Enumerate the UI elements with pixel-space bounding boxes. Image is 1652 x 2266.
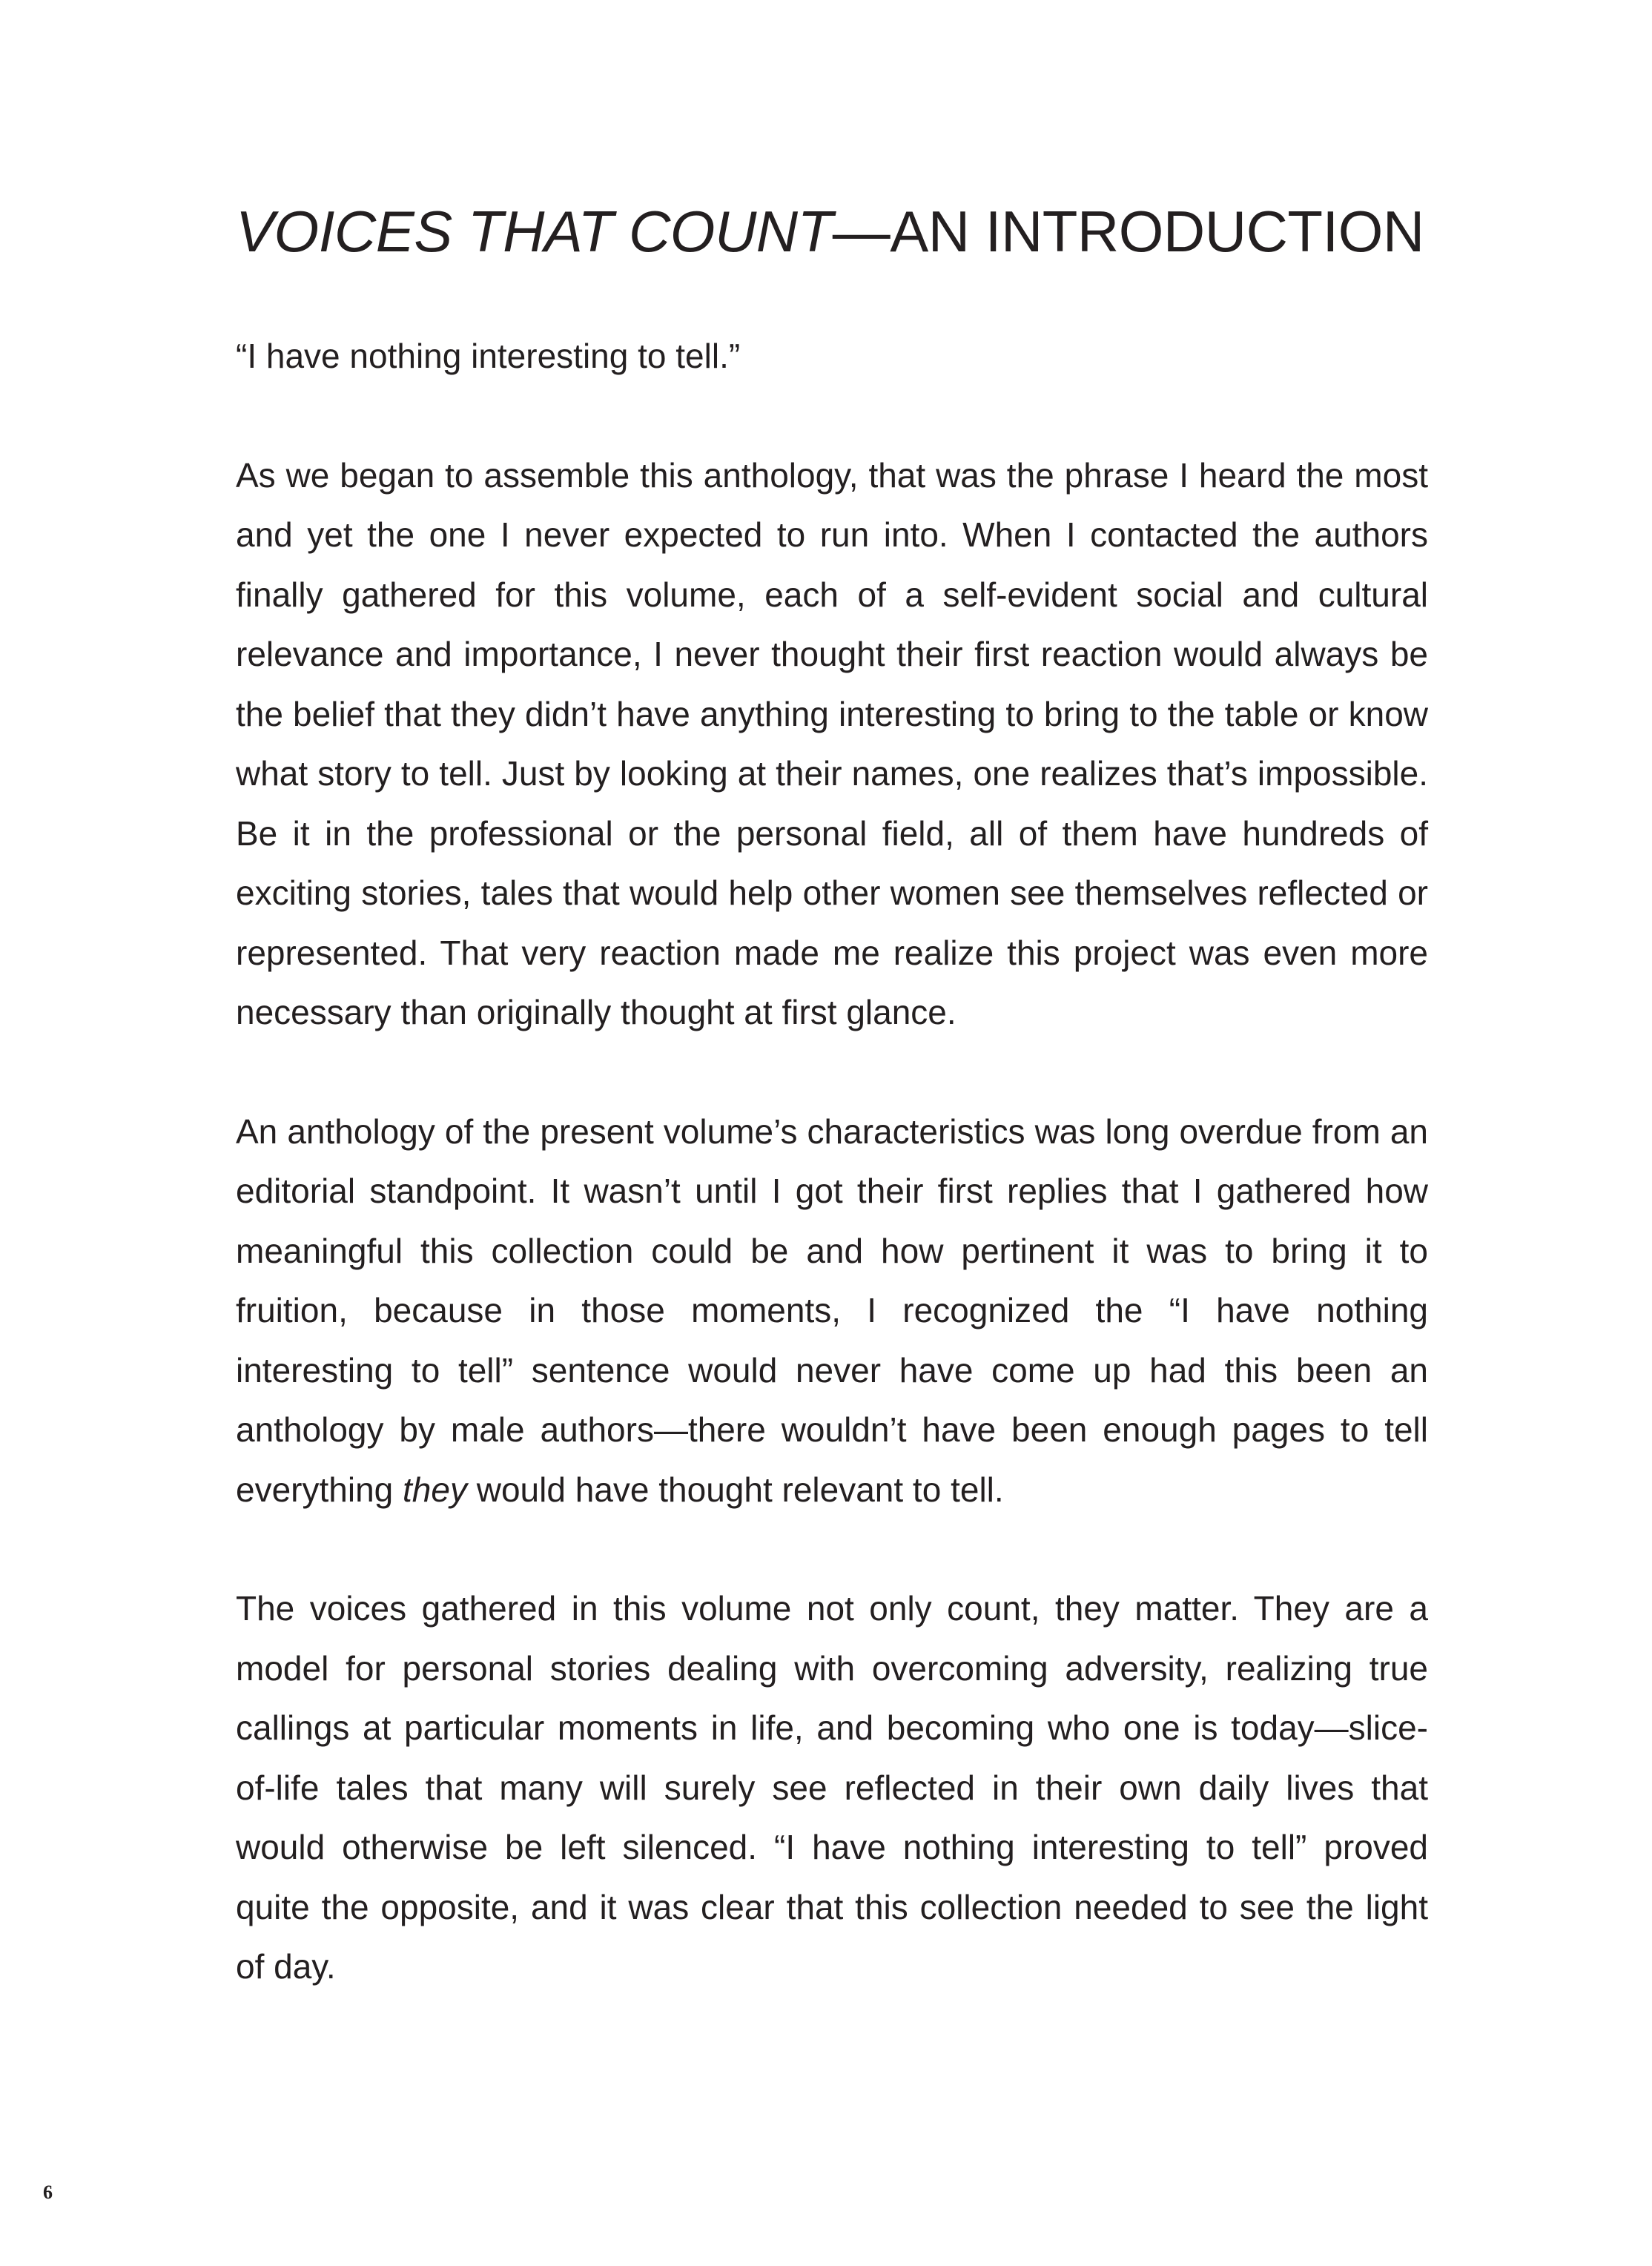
paragraph-2-text-b: would have thought relevant to tell. xyxy=(466,1470,1004,1509)
epigraph-quote: “I have nothing interesting to tell.” xyxy=(236,337,741,375)
page xyxy=(236,0,1428,2266)
paragraph-2-emphasis: they xyxy=(403,1470,467,1509)
chapter-title-rest: —AN INTRODUCTION xyxy=(832,199,1424,264)
paragraph-2-text-a: An anthology of the present volume’s characteristics was long overdue from an editorial standpoint. It wasn’t until I got their first replies that I gathered how meaningful this collection could be and how pertinent it was to bring it to fruition, because in those moments, I recognized the “I have nothing interesting to tell” sentence would never have come up had this been an anthology by male authors—there wouldn’t have been enough pages to tell everything xyxy=(236,1111,1428,1509)
paragraph-1: As we began to assemble this anthology, that was the phrase I heard the most and yet the one I never expected to run into. When I contacted the authors finally gathered for this volume, each of a self-evident social and cultural relevance and importance, I never thought their first reaction would always be the belief that they didn’t have anything interesting to bring to the table or know what story to tell. Just by looking at their names, one realizes that’s impossible. Be it in the professional or the personal field, all of them have hundreds of exciting stories, tales that would help other women see themselves reflected or represented. That very reaction made me realize this project was even more necessary than originally thought at first glance. xyxy=(236,455,1428,1031)
body-text xyxy=(236,326,1428,2056)
paragraph-3: The voices gathered in this volume not only count, they matter. They are a model for personal stories dealing with overcoming adversity, realizing true callings at particular moments in life, and becoming who one is today—slice-of-life tales that many will surely see reflected in their own daily lives that would otherwise be left silenced. “I have nothing interesting to tell” proved quite the opposite, and it was clear that this collection needed to see the light of day. xyxy=(236,1589,1428,1986)
chapter-title-italic: VOICES THAT COUNT xyxy=(236,199,833,264)
paragraph-2 xyxy=(236,1102,1428,1520)
page-number: 6 xyxy=(43,2181,53,2203)
chapter-title xyxy=(236,194,1452,268)
